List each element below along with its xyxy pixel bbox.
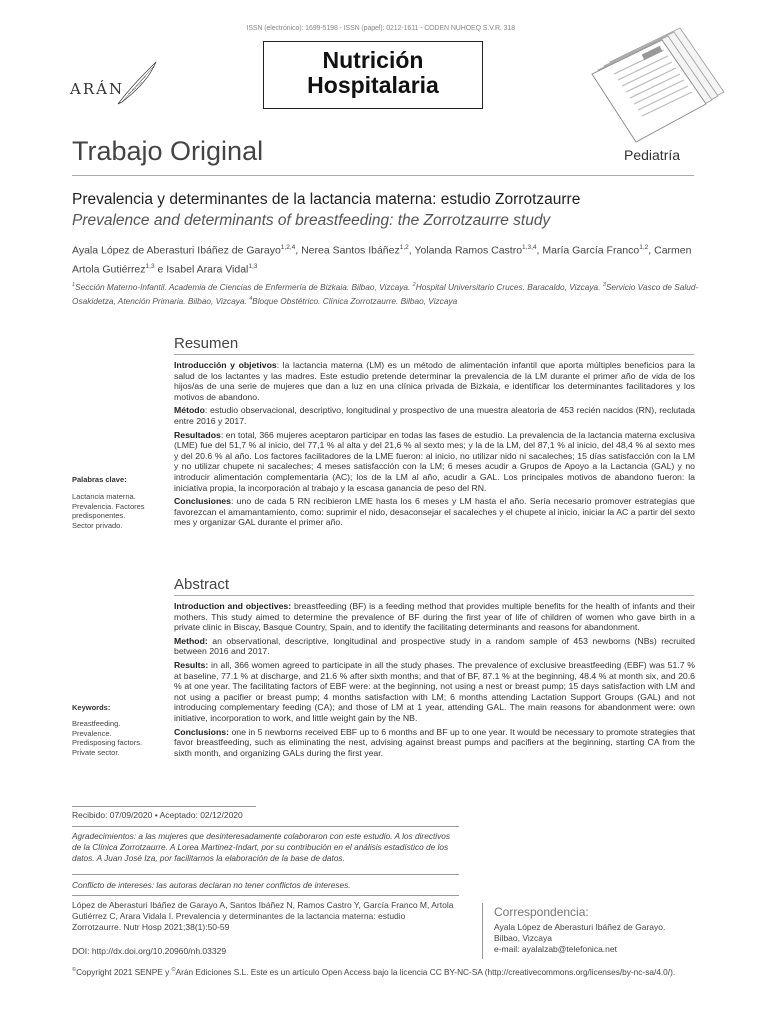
abstract-paragraph-text: breastfeeding (BF) is a feeding method that provides multiple benefits for the health of infants and their mothers. This study aimed to determine the prevalence of BF during the first year of life of children of women who gave birth in a private clinic in Biscay, Basque Country, Spain, and to identify the facilitating determinants and reasons for abandonment. (174, 601, 695, 633)
abstract-paragraph (174, 727, 695, 759)
abstract-paragraph-text: in all, 366 women agreed to participate in all the study phases. The prevalence of exclusive breastfeeding (EBF) was 51.7 % at baseline, 77.1 % at discharge, and 21.6 % after sixth months; and that of BF, 87.1 % at the beginning, 48.4 % at month six, and 20.6 % at one year. The facilitating factors of EBF were: at the beginning, not using a nest or breast pump; 15 days satisfaction with LM and not using a pacifier or breast pump; 4 months satisfaction with LM; 6 months attending Lactation Support Groups (GAL) and not introducing complementary feeding (CA); and those of LM at 1 year, attending GAL. The main reasons for abandonment were: own initiative, incorporation to work, and little weight gain by the NB. (174, 659, 695, 723)
keyword-item: Lactancia materna. (72, 492, 136, 501)
author-name: Carmen Artola Gutiérrez (72, 244, 692, 275)
author-name: Ayala López de Aberasturi Ibáñez de Garayo (72, 244, 281, 257)
affiliation-text: Bloque Obstétrico. Clínica Zorrotzaurre. Bilbao, Vizcaya (252, 295, 458, 306)
abstract-paragraph-label: Introduction and objectives: (174, 601, 292, 611)
author-list (72, 240, 702, 277)
author-affiliation-mark: 1,3,4 (522, 244, 537, 251)
dates-divider (72, 806, 256, 807)
doi-link[interactable]: DOI: http://dx.doi.org/10.20960/nh.03329 (72, 946, 227, 956)
ack-divider-top (72, 826, 459, 827)
received-accepted-dates: Recibido: 07/09/2020 • Aceptado: 02/12/2020 (72, 810, 243, 820)
affiliation-mark: 4 (249, 295, 253, 302)
resumen-paragraph (174, 496, 695, 528)
author-separator: , (408, 244, 415, 257)
resumen-paragraph-label: Introducción y objetivos (174, 360, 277, 370)
author-affiliation-mark: 1,3 (145, 262, 155, 270)
resumen-paragraph-label: Método (174, 405, 205, 416)
author-affiliation-mark: 1,2 (639, 244, 649, 251)
resumen-paragraph (174, 405, 695, 426)
abstract-divider (174, 595, 694, 596)
article-title-english: Prevalence and determinants of breastfeeding: the Zorrotzaurre study (72, 212, 551, 229)
abstract-paragraph (174, 660, 695, 724)
correspondence-divider (482, 903, 483, 959)
keyword-item: Sector privado. (72, 520, 123, 530)
keywords-en-label: Keywords: (72, 703, 111, 712)
affiliation-mark: 3 (602, 282, 606, 288)
author-affiliation-mark: 1,2,4 (280, 244, 296, 251)
correspondence-details (494, 922, 714, 955)
header-divider (72, 175, 694, 176)
journal-title-box (263, 41, 483, 109)
correspondence-line: Ayala López de Aberasturi Ibáñez de Garayo. (494, 922, 666, 932)
keyword-item: Predisposing factors. (72, 738, 143, 747)
keywords-en-list (72, 719, 152, 757)
affiliation-text: Hospital Universitario Cruces. Baracaldo, Vizcaya. (415, 281, 603, 292)
copyright-symbol: © (72, 967, 77, 974)
affiliation-text: Servicio Vasco de Salud-Osakidetza, Atención Primaria. Bilbao, Vizcaya. (72, 281, 699, 306)
publisher-logo-text: ARÁN (70, 80, 125, 98)
author-name: Isabel Arara Vidal (166, 263, 249, 275)
abstract-paragraph-label: Conclusions: (174, 726, 230, 737)
author-name: María García Franco (542, 244, 640, 257)
affiliations (72, 279, 702, 307)
resumen-paragraph-text: : la lactancia materna (LM) es un método de alimentación infantil que aporta múltiples beneficios para la salud de los lactantes y las madres. Este estudio pretende determinar la prevalencia de la LM durante el primer año de vida de los hijos/as de una serie de mujeres que dan a luz en una clínica privada de Bizkaia, e identificar los determinantes facilitadores y los motivos de abandono. (174, 360, 695, 402)
author-affiliation-mark: 1,3 (248, 262, 258, 270)
article-type-heading: Trabajo Original (72, 136, 264, 166)
acknowledgements: Agradecimientos: a las mujeres que desinteresadamente colaboraron con este estudio. A los directivos de la Clínica Zorrotzaurre. A Lorea Martinez-Indart, por su contribución en el análisis estadístico de los datos. A Juan José Iza, por facilitarnos la elaboración de la base de datos. (72, 831, 451, 863)
copyright-part2: Arán Ediciones S.L. Este es un artículo Open Access bajo la licencia CC BY-NC-SA (http://creativecommons.org/licenses/by-nc-sa/4.0/). (175, 967, 676, 977)
copyright-part1: Copyright 2021 SENPE y (76, 967, 172, 977)
affiliation-mark: 2 (412, 282, 416, 288)
conflict-divider (72, 895, 459, 896)
ack-divider-bottom (72, 874, 459, 875)
specialty-label: Pediatría (624, 147, 681, 163)
resumen-paragraph-text: : uno de cada 5 RN recibieron LME hasta los 6 meses y LM hasta el año. Sería necesario promover estrategias que favorezcan el amamantamiento, como: suprimir el nido, desaconsejar el sacaleches y el chupete al inicio, iniciar la AC a partir del sexto mes y organizar GAL durante el primer año. (174, 496, 695, 528)
resumen-paragraph (174, 360, 695, 402)
keyword-item: Private sector. (72, 747, 120, 757)
resumen-heading: Resumen (174, 335, 239, 352)
abstract-paragraph-label: Method: (174, 635, 208, 646)
abstract-body (174, 601, 695, 761)
abstract-paragraph (174, 601, 695, 633)
resumen-paragraph (174, 430, 695, 494)
correspondence-line: e-mail: ayalalzab@telefonica.net (494, 944, 617, 954)
citation: López de Aberasturi Ibáñez de Garayo A, Santos Ibáñez N, Ramos Castro Y, García Franco M, Artola Gutiérrez C, Arara Vidala I. Prevalencia y determinantes de la lactancia materna: estudio Zorrotzaurre. Nutr Hosp 2021;38(1):50-59 (72, 900, 454, 932)
author-separator: , (536, 244, 543, 257)
affiliation-mark: 1 (72, 282, 76, 288)
author-separator: , (648, 244, 655, 257)
resumen-paragraph-label: Resultados (174, 429, 221, 440)
article-title-spanish: Prevalencia y determinantes de la lactancia materna: estudio Zorrotzaurre (72, 191, 581, 208)
copyright-symbol: © (171, 967, 176, 974)
abstract-paragraph-text: one in 5 newborns received EBF up to 6 months and BF up to one year. It would be necessary to promote strategies that favor breastfeeding, such as eliminating the nest, advising against breast pumps and pacifiers at the beginning, starting CA from the sixth month, and organizing GALs during the first year. (174, 726, 695, 758)
author-affiliation-mark: 1,2 (399, 244, 409, 251)
correspondence-line: Bilbao, Vizcaya (494, 933, 552, 943)
journal-title-line2: Hospitalaria (307, 72, 439, 98)
copyright-notice (72, 967, 712, 977)
resumen-paragraph-text: : estudio observacional, descriptivo, longitudinal y prospectivo de una muestra aleatoria de 453 recién nacidos (RN), reclutada entre 2016 y 2017. (174, 405, 695, 426)
author-name: Yolanda Ramos Castro (414, 244, 523, 257)
affiliation-text: Sección Materno-Infantil. Academia de Ciencias de Enfermería de Bizkaia. Bilbao, Vizcaya. (75, 281, 413, 292)
keyword-item: Prevalence. (72, 728, 112, 738)
abstract-heading: Abstract (174, 576, 230, 593)
issn-line: ISSN (electrónico): 1699-5198 - ISSN (papel): 0212-1611 - CODEN NUHOEQ S.V.R. 318 (246, 25, 515, 32)
resumen-paragraph-text: : en total, 366 mujeres aceptaron participar en todas las fases de estudio. La prevalencia de la lactancia materna exclusiva (LME) fue del 51,7 % al inicio, del 77,1 % al alta y del 21,6 % al sexto mes; y la de la LM, del 87,1 % al inicio, del 48,4 % al sexto mes y del 20.6 % al año. Los factores facilitadores de la LME fueron: al inicio, no utilizar nido ni sacaleches; 15 días satisfacción con la LM y no utilizar chupete ni sacaleches; 4 meses satisfacción con la LM; 6 meses acudir a Grupos de Apoyo a la Lactancia (GAL) y no introducir alimentación complementaria (AC); los de la LM al año, acudir a GAL. Los principales motivos de abandono fueron: la iniciativa propia, la incorporación al trabajo y la escasa ganancia de peso del RN. (174, 429, 695, 493)
journal-title-line1: Nutrición (322, 47, 424, 73)
resumen-paragraph-label: Conclusiones (174, 496, 231, 507)
keywords-es-label: Palabras clave: (72, 475, 127, 484)
author-name: Nerea Santos Ibáñez (301, 244, 400, 257)
author-separator: , (295, 244, 302, 257)
keywords-es-list (72, 492, 152, 530)
author-separator: e (154, 263, 167, 275)
correspondence-heading: Correspondencia: (494, 905, 589, 919)
conflict-of-interest: Conflicto de intereses: las autoras declaran no tener conflictos de intereses. (72, 880, 351, 890)
abstract-paragraph-label: Results: (174, 659, 209, 670)
keyword-item: Prevalencia. Factores predisponentes. (72, 501, 145, 520)
abstract-paragraph (174, 636, 695, 657)
keyword-item: Breastfeeding. (72, 719, 121, 728)
resumen-body (174, 360, 695, 531)
resumen-divider (174, 354, 694, 355)
journal-covers-image (584, 22, 730, 146)
abstract-paragraph-text: an observational, descriptive, longitudinal and prospective study in a random sample of 453 newborns (NBs) recruited between 2016 and 2017. (174, 635, 695, 657)
